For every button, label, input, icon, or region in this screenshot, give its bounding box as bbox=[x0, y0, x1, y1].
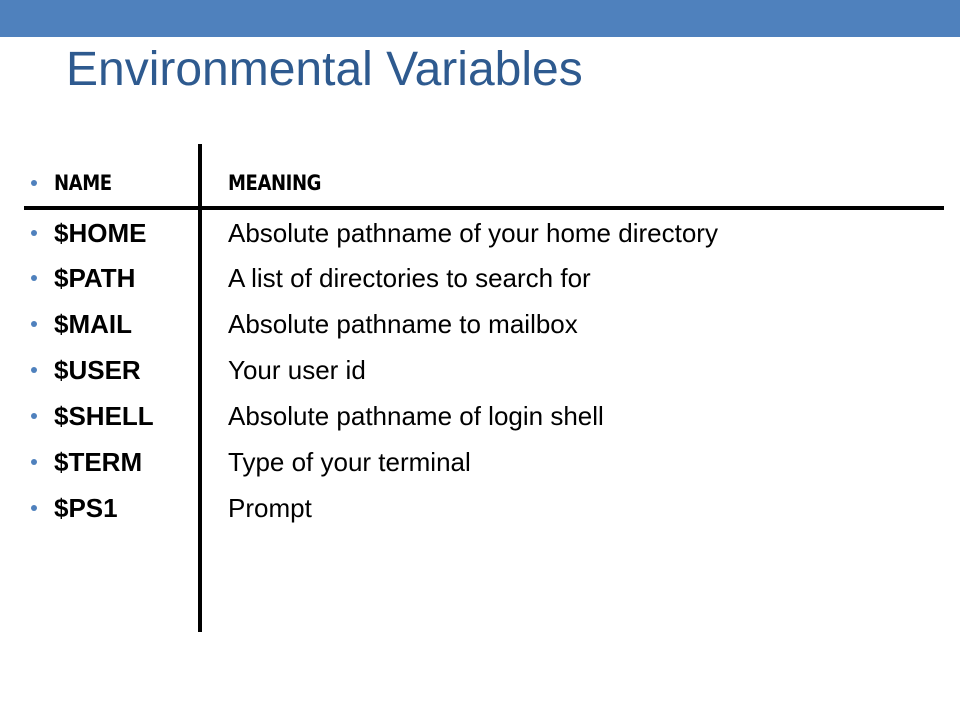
header-name-label: NAME bbox=[54, 171, 112, 195]
bullet-dot-icon bbox=[31, 180, 37, 186]
table-row bbox=[0, 218, 900, 252]
bullet-dot-icon bbox=[31, 230, 37, 236]
bullet-dot-icon bbox=[31, 321, 37, 327]
variable-meaning: A list of directories to search for bbox=[228, 263, 591, 293]
variable-name: $PS1 bbox=[54, 493, 118, 523]
variable-name: $HOME bbox=[54, 218, 147, 248]
variable-name: $MAIL bbox=[54, 309, 132, 339]
table-header-row bbox=[0, 168, 900, 202]
table-header-divider bbox=[24, 206, 944, 210]
table-row bbox=[0, 447, 900, 481]
variable-meaning: Absolute pathname to mailbox bbox=[228, 309, 578, 339]
variable-meaning: Absolute pathname of login shell bbox=[228, 401, 604, 431]
bullet-dot-icon bbox=[31, 413, 37, 419]
bullet-dot-icon bbox=[31, 505, 37, 511]
variable-meaning: Your user id bbox=[228, 355, 366, 385]
variable-name: $TERM bbox=[54, 447, 143, 477]
table-row bbox=[0, 263, 900, 297]
table-row bbox=[0, 493, 900, 527]
variable-name: $PATH bbox=[54, 263, 136, 293]
variable-name: $SHELL bbox=[54, 401, 154, 431]
table-row bbox=[0, 401, 900, 435]
header-meaning-label: MEANING bbox=[228, 171, 322, 195]
bullet-dot-icon bbox=[31, 275, 37, 281]
variable-meaning: Type of your terminal bbox=[228, 447, 471, 477]
bullet-dot-icon bbox=[31, 459, 37, 465]
slide-title: Environmental Variables bbox=[66, 43, 583, 96]
variable-meaning: Prompt bbox=[228, 493, 312, 523]
table-row bbox=[0, 309, 900, 343]
variable-meaning: Absolute pathname of your home directory bbox=[228, 218, 718, 248]
variable-name: $USER bbox=[54, 355, 141, 385]
table-row bbox=[0, 355, 900, 389]
bullet-dot-icon bbox=[31, 367, 37, 373]
top-accent-bar bbox=[0, 0, 960, 37]
